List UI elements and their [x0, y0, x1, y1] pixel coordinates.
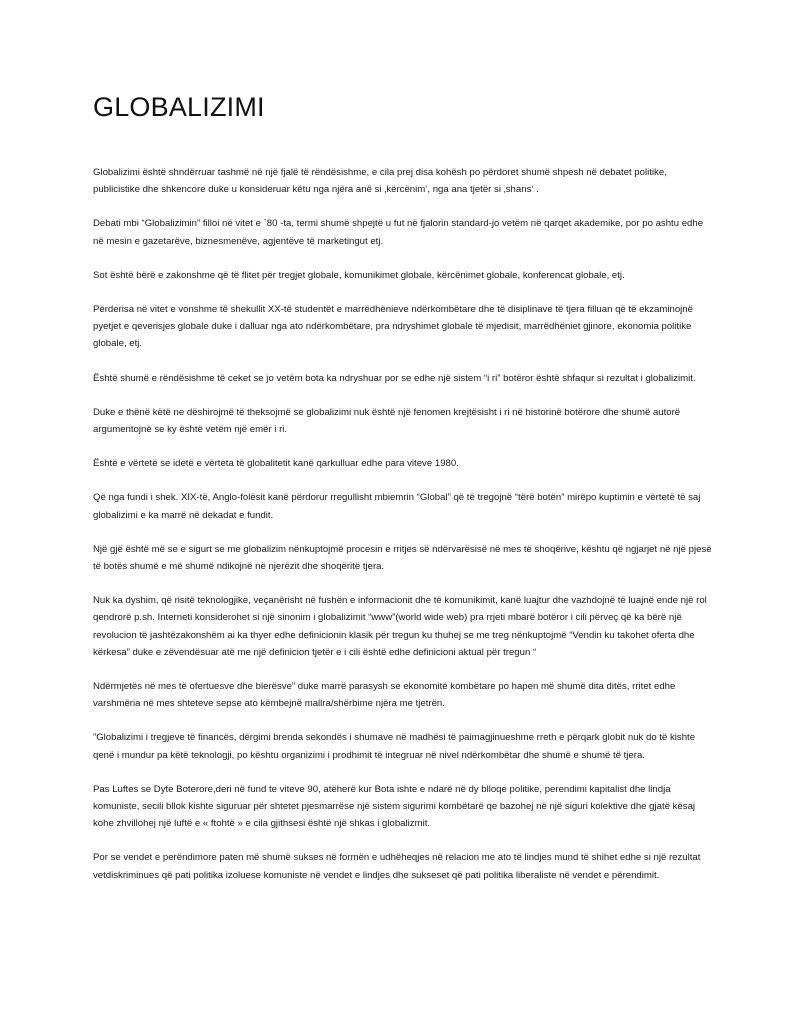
document-title: GLOBALIZIMI: [93, 92, 265, 122]
paragraph: Pas Luftes se Dyte Boterore,deri në fund te viteve 90, atëherë kur Bota ishte e ndarë në dy blloqe politike, perendimi kapitalist dhe lindja komuniste, secili bllok kishte siguruar për shtetet pjesmarrëse një sistem sigurimi kombëtarë qe bazohej në një siguri kolektive dhe gjatë kësaj kohe zhvillohej një luftë e « ftohtë » e cila gjithsesi është një shkas i globalizmit.: [93, 783, 696, 830]
paragraph: Nuk ka dyshim, që risitë teknologjike, veçanërisht në fushën e informacionit dhe të komunikimit, kanë luajtur dhe vazhdojnë të luajnë ende një rol qendrorë p.sh. Interneti konsiderohet si një sinonim i globalizimit “www”(world wide web) pra rrjeti mbarë botëror i cili përveç që ka bërë një revolucion të jashtëzakonshëm ai ka thyer edhe definicionin klasik për tregun ku thuhej se me treg nënkuptojmë “Vendin ku takohet oferta dhe kërkesa” duke e zëvendësuar atë me një definicion tjetër e i cili është edhe definicioni aktual për tregun “: [93, 595, 707, 658]
document-page: [93, 90, 713, 901]
paragraph: Sot është bërë e zakonshme që të flitet për tregjet globale, komunikimet globale, kërcënimet globale, konferencat globale, etj.: [93, 269, 625, 281]
paragraph: ”Globalizimi i tregjeve të financës, dërgimi brenda sekondës i shumave në madhësi të paimagjinueshme rreth e përqark globit nuk do të kishte qenë i mundur pa këtë teknologji, po kështu organizimi i prodhimit të integruar në nivel ndërkombëtar dhe shumë e shumë të tjera.: [93, 732, 696, 761]
paragraph: Është shumë e rëndësishme të ceket se jo vetëm bota ka ndryshuar por se edhe një sistem “i ri” botëror është shfaqur si rezultat i globalizimit.: [93, 372, 696, 384]
paragraph: Që nga fundi i shek. XIX-të, Anglo-folësit kanë përdorur rregullisht mbiemrin “Global” që të tregojnë “tërë botën” mirëpo kuptimin e vërtetë të saj globalizimi e ka marrë në dekadat e fundit.: [93, 492, 701, 521]
document-body: [93, 164, 713, 884]
paragraph: Globalizimi është shndërruar tashmë në një fjalë të rëndësishme, e cila prej disa kohësh po përdoret shumë shpesh në debatet politike, publicistike dhe shkencore duke u konsideruar këtu nga njëra anë si ‚kërcënim‘, nga ana tjetër si ‚shans‘ .: [93, 167, 667, 196]
paragraph: Një gjë është më se e sigurt se me globalizim nënkuptojmë procesin e rritjes së ndërvarësisë në mes të shoqërive, kështu që ngjarjet në një pjesë të botës shumë e më shumë ndikojnë në njerëzit dhe shoqëritë tjera.: [93, 543, 712, 573]
paragraph: Duke e thënë këtë ne dëshirojmë të theksojmë se globalizimi nuk është një fenomen krejtësisht i ri në historinë botërore dhe shumë autorë argumentojnë se ky është vetëm një emër i ri.: [93, 406, 681, 436]
paragraph: Përderisa në vitet e vonshme të shekullit XX-të studentët e marrëdhënieve ndërkombëtare dhe të disiplinave të tjera filluan që të ekzaminojnë pyetjet e qeverisjes globale duke i dalluar nga ato ndërkombëtare, pra ndryshimet globale të mjedisit, marrëdhëniet gjinore, ekonomia politike globale, etj.: [93, 304, 693, 350]
paragraph: Ndërmjetës në mes të ofertuesve dhe blerësve” duke marrë parasysh se ekonomitë kombëtare po hapen më shumë dita ditës, rritet edhe varshmëria në mes shteteve sepse ato këmbejnë mallra/shërbime njëra me tjetrën.: [93, 681, 676, 710]
paragraph: Është e vërtetë se idetë e vërteta të globalitetit kanë qarkulluar edhe para viteve 1980.: [93, 458, 459, 470]
paragraph: Por se vendet e perëndimore paten më shumë sukses në formën e udhëheqjes në relacion me ato të lindjes mund të shihet edhe si një rezultat vetdiskriminues që pati politika izoluese komuniste në vendet e lindjes dhe sukseset që pati politika liberaliste në vendet e përendimit.: [93, 852, 701, 881]
paragraph: Debati mbi “Globalizimin” filloi në vitet e `80 -ta, termi shumë shpejtë u fut në fjalorin standard-jo vetëm në qarqet akademike, por po ashtu edhe në mesin e gazetarëve, biznesmenëve, agjentëve të marketingut etj.: [93, 218, 704, 247]
